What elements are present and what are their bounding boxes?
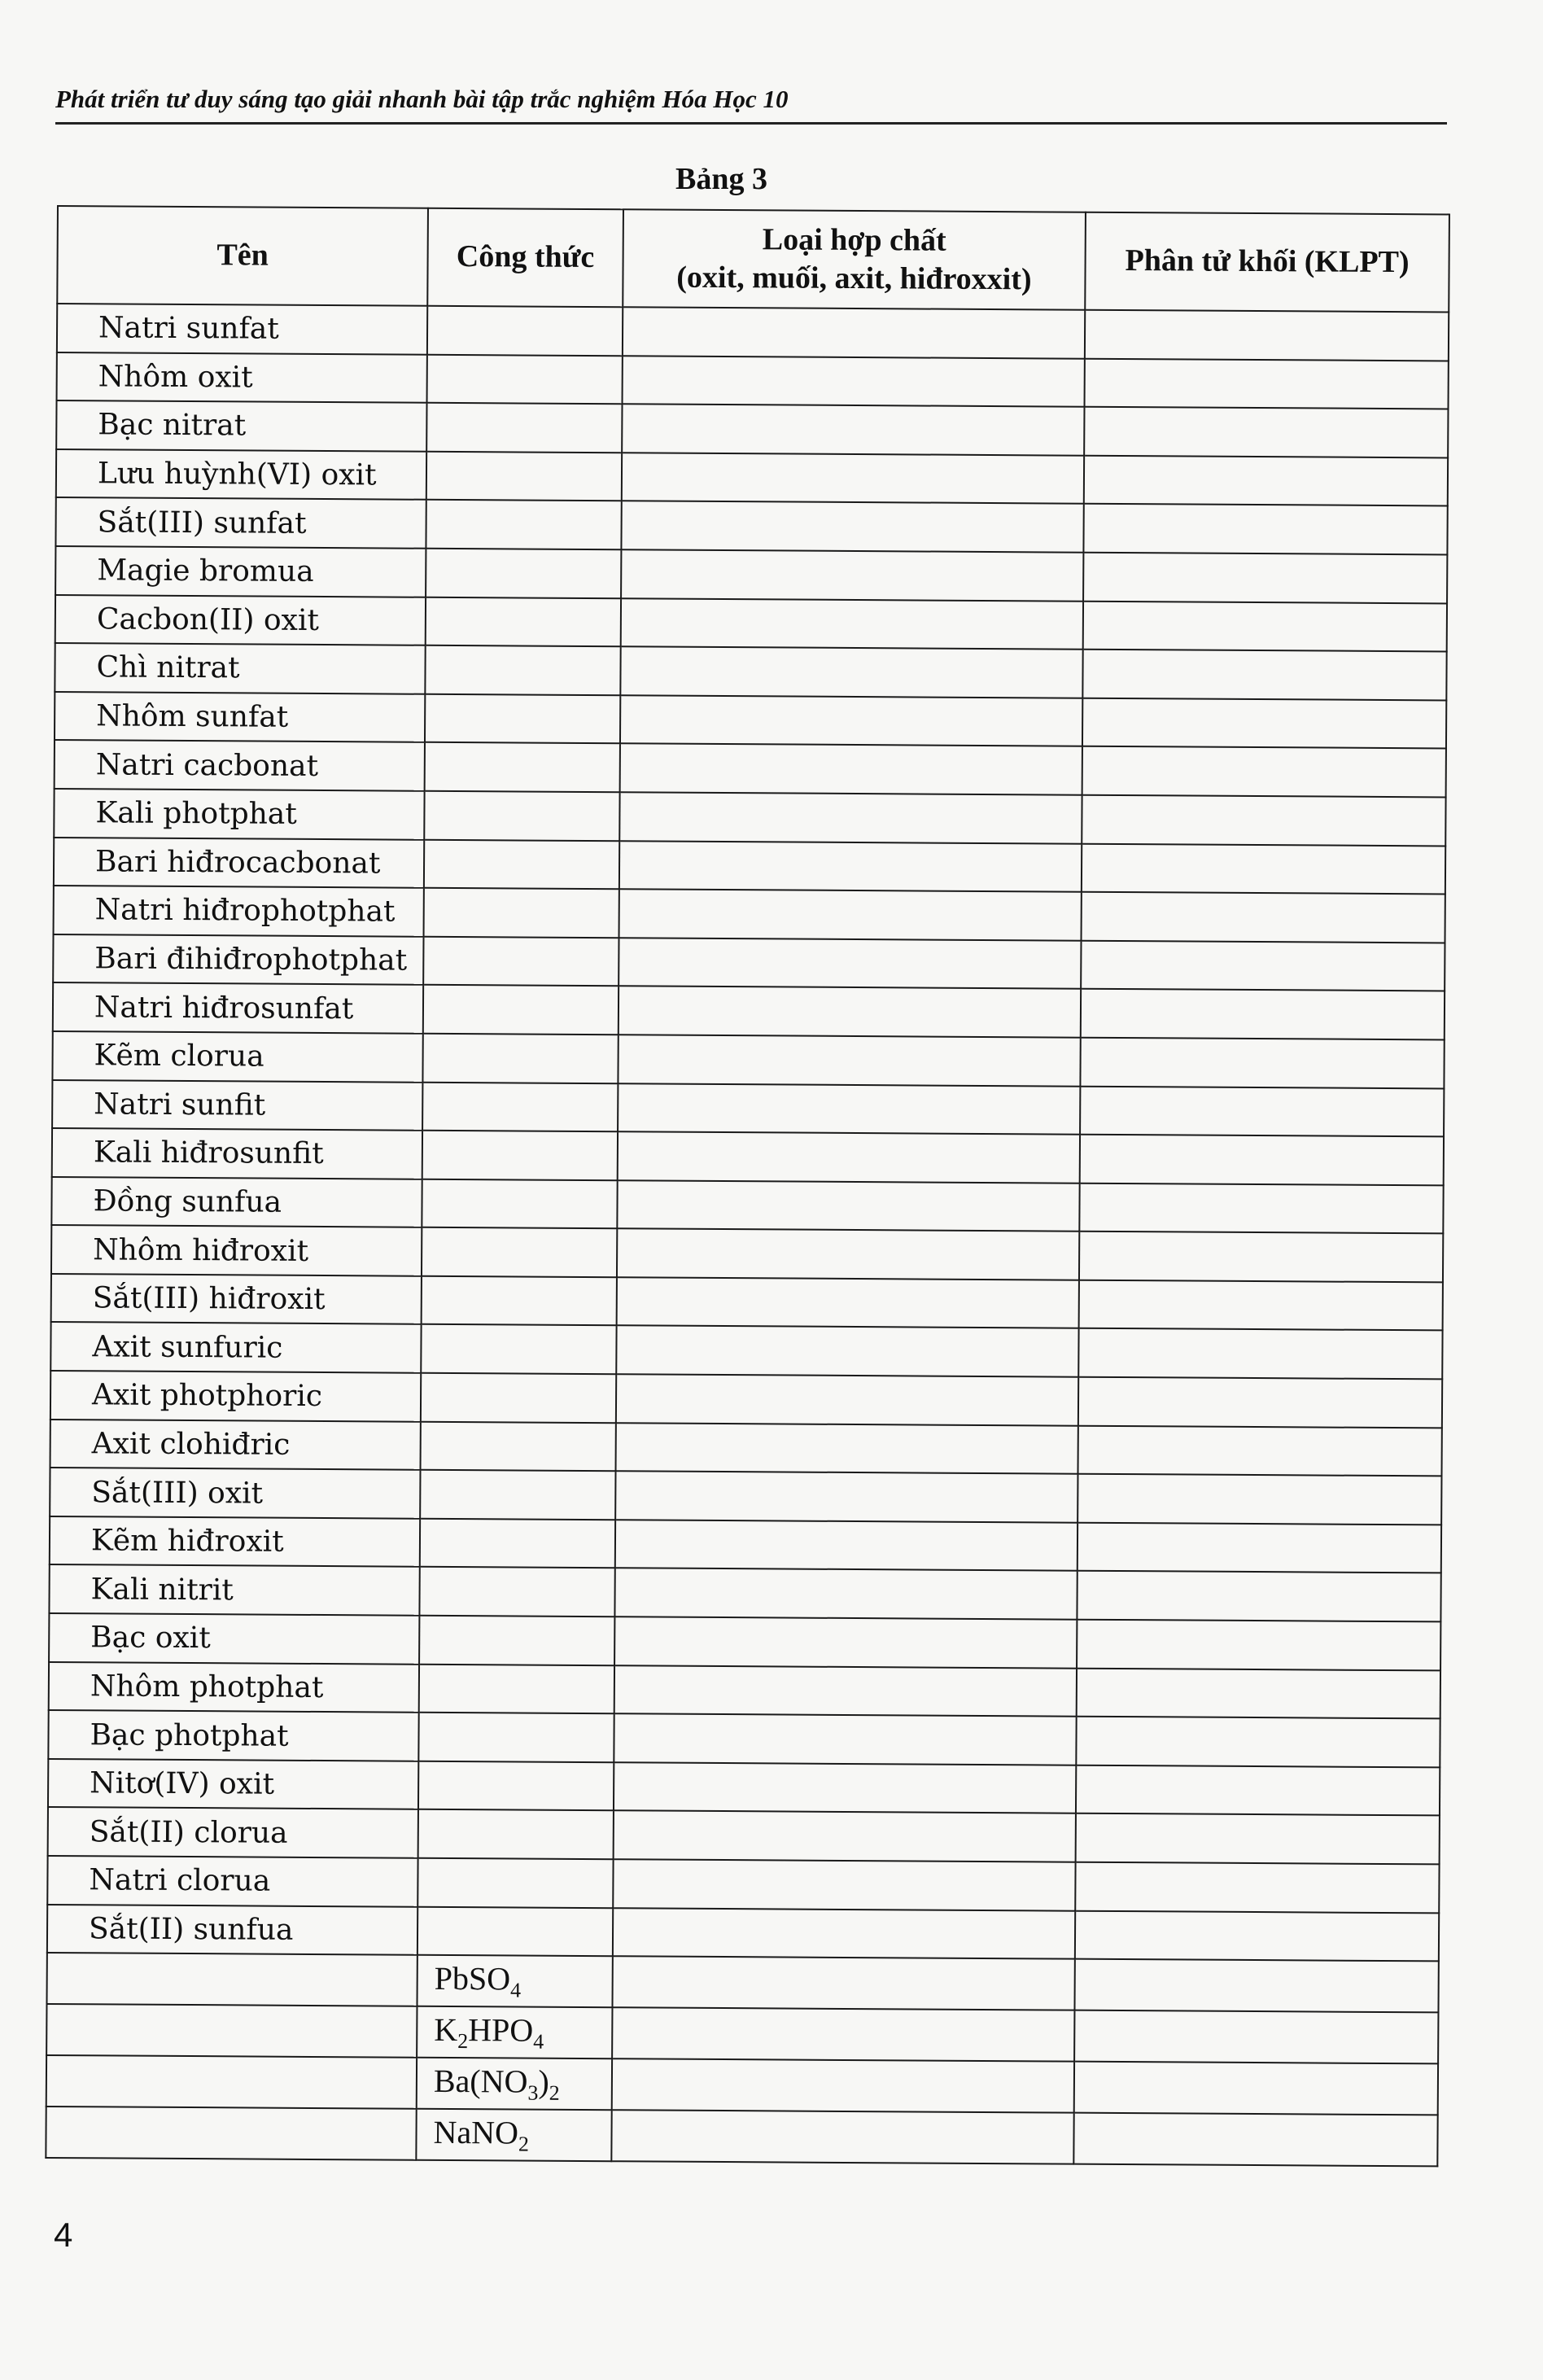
compound-type-cell[interactable]: [613, 1859, 1075, 1910]
formula-cell[interactable]: [418, 1761, 614, 1811]
formula-cell[interactable]: [422, 1227, 617, 1277]
compound-name-cell[interactable]: [46, 2055, 417, 2109]
table-row: [50, 1322, 1442, 1379]
formula-cell[interactable]: [426, 403, 622, 453]
compound-name-cell: Đồng sunfua: [51, 1177, 422, 1227]
compound-name-cell: Natri hiđrosunfat: [53, 982, 423, 1033]
running-header: Phát triển tư duy sáng tạo giải nhanh bài tập trắc nghiệm Hóa Học 10: [55, 85, 789, 113]
table-row: [50, 1420, 1442, 1477]
molecular-mass-cell[interactable]: [1077, 1620, 1440, 1670]
compound-type-cell[interactable]: [620, 646, 1082, 698]
table-row: [51, 1225, 1443, 1282]
compound-type-cell[interactable]: [621, 598, 1083, 650]
compound-type-cell[interactable]: [620, 744, 1082, 795]
compound-name-cell: Nhôm photphat: [49, 1662, 419, 1713]
molecular-mass-cell[interactable]: [1082, 795, 1445, 846]
compound-type-cell[interactable]: [614, 1665, 1077, 1717]
compound-type-cell[interactable]: [612, 1956, 1074, 2010]
table-row: [47, 1856, 1439, 1913]
formula-cell[interactable]: [424, 839, 619, 889]
formula-cell[interactable]: [425, 742, 620, 792]
table-row: [52, 1031, 1444, 1088]
compound-name-cell: Natri cacbonat: [55, 740, 425, 790]
compound-name-cell: Natri sunfat: [57, 304, 427, 354]
compound-type-cell[interactable]: [616, 1326, 1078, 1377]
compound-type-cell[interactable]: [615, 1520, 1077, 1571]
formula-subscript: 4: [533, 2029, 544, 2054]
formula-cell[interactable]: [422, 1276, 617, 1326]
table-row: [50, 1371, 1442, 1428]
molecular-mass-cell[interactable]: [1083, 601, 1447, 651]
molecular-mass-cell[interactable]: [1076, 1813, 1440, 1864]
formula-cell[interactable]: [417, 1906, 613, 1956]
page-number: 4: [54, 2216, 73, 2254]
molecular-mass-cell[interactable]: [1076, 1717, 1440, 1767]
compound-name-cell: Nhôm hiđroxit: [51, 1225, 422, 1275]
table-row: [55, 595, 1447, 652]
molecular-mass-cell[interactable]: [1085, 358, 1449, 409]
molecular-mass-cell[interactable]: [1080, 1038, 1444, 1088]
molecular-mass-cell[interactable]: [1074, 2062, 1438, 2115]
formula-cell[interactable]: [422, 1034, 618, 1083]
compound-name-cell: Sắt(III) oxit: [50, 1468, 420, 1518]
formula-cell[interactable]: [423, 936, 619, 986]
compound-name-cell[interactable]: [46, 2107, 416, 2160]
molecular-mass-cell[interactable]: [1077, 1571, 1440, 1621]
molecular-mass-cell[interactable]: [1084, 407, 1448, 457]
molecular-mass-cell[interactable]: [1078, 1377, 1442, 1428]
molecular-mass-cell[interactable]: [1076, 1765, 1440, 1815]
compound-name-cell: Kẽm hiđroxit: [50, 1516, 420, 1567]
formula-subscript: 2: [549, 2080, 560, 2106]
molecular-mass-cell[interactable]: [1082, 843, 1445, 894]
table-row: [55, 643, 1446, 700]
molecular-mass-cell[interactable]: [1085, 310, 1449, 361]
molecular-mass-cell[interactable]: [1079, 1232, 1443, 1282]
column-header-molecular-mass: Phân tử khối (KLPT): [1085, 212, 1449, 313]
molecular-mass-cell[interactable]: [1082, 650, 1446, 700]
table-row: [55, 546, 1447, 603]
molecular-mass-cell[interactable]: [1082, 746, 1446, 797]
formula-cell[interactable]: [419, 1664, 614, 1713]
table-header-row: [57, 206, 1449, 312]
table-row: [51, 1274, 1443, 1331]
table-row: [50, 1516, 1441, 1573]
column-header-compound-type-line2: (oxit, muối, axit, hiđroxxit): [676, 260, 1032, 297]
formula-cell[interactable]: [424, 791, 619, 841]
compound-name-cell: Axit photphoric: [50, 1371, 421, 1421]
compound-type-cell[interactable]: [616, 1423, 1078, 1474]
molecular-mass-cell[interactable]: [1078, 1328, 1442, 1379]
compound-type-cell[interactable]: [613, 1908, 1075, 1959]
formula-cell[interactable]: [422, 1082, 618, 1131]
formula-cell[interactable]: [419, 1616, 614, 1665]
formula-cell: [417, 2006, 612, 2058]
formula-cell[interactable]: [425, 645, 620, 695]
table-row: [50, 1468, 1441, 1525]
compound-name-cell[interactable]: [46, 2004, 417, 2058]
formula-cell[interactable]: [418, 1713, 614, 1762]
compound-name-cell[interactable]: [46, 1953, 417, 2006]
molecular-mass-cell[interactable]: [1074, 1959, 1438, 2013]
table-row: [57, 304, 1449, 361]
molecular-mass-cell[interactable]: [1079, 1280, 1443, 1331]
compound-type-cell[interactable]: [614, 1617, 1077, 1668]
molecular-mass-cell[interactable]: [1077, 1668, 1440, 1718]
molecular-mass-cell[interactable]: [1081, 989, 1445, 1039]
formula-text: PbSO: [434, 1960, 511, 1997]
compound-name-cell: Bari hiđrocacbonat: [54, 838, 424, 888]
compound-name-cell: Bạc photphat: [48, 1710, 418, 1761]
compound-type-cell[interactable]: [617, 1229, 1079, 1280]
table-row: [51, 1177, 1443, 1234]
formula-cell[interactable]: [419, 1567, 614, 1617]
table-title: Bảng 3: [675, 162, 767, 196]
molecular-mass-cell[interactable]: [1082, 892, 1445, 943]
column-header-compound-type: [623, 209, 1086, 309]
compound-name-cell: Nitơ(IV) oxit: [48, 1759, 418, 1809]
formula-cell[interactable]: [422, 1179, 617, 1228]
formula-text: K: [434, 2011, 458, 2049]
compound-name-cell: Cacbon(II) oxit: [55, 595, 426, 645]
compound-type-cell[interactable]: [619, 792, 1082, 843]
molecular-mass-cell[interactable]: [1075, 1910, 1439, 1961]
formula-cell[interactable]: [425, 694, 620, 744]
table-row: [46, 2004, 1438, 2063]
molecular-mass-cell[interactable]: [1083, 504, 1447, 554]
compound-name-cell: Sắt(II) sunfua: [47, 1905, 417, 1955]
compound-name-cell: Chì nitrat: [55, 643, 425, 693]
molecular-mass-cell[interactable]: [1077, 1523, 1441, 1573]
molecular-mass-cell[interactable]: [1078, 1425, 1442, 1476]
compound-type-cell[interactable]: [618, 1083, 1080, 1135]
table-row: [55, 740, 1446, 797]
table-body: [46, 304, 1449, 2167]
formula-cell[interactable]: [426, 597, 621, 646]
compound-name-cell: Bạc nitrat: [56, 400, 426, 451]
molecular-mass-cell[interactable]: [1079, 1183, 1443, 1233]
compound-name-cell: Axit clohiđric: [50, 1420, 421, 1470]
compound-type-cell[interactable]: [623, 307, 1085, 358]
compound-name-cell: Nhôm oxit: [57, 352, 427, 403]
compound-type-cell[interactable]: [612, 2058, 1074, 2112]
formula-subscript: 4: [509, 1978, 522, 2002]
molecular-mass-cell[interactable]: [1083, 553, 1447, 603]
formula-cell[interactable]: [427, 306, 623, 356]
compound-type-cell[interactable]: [616, 1374, 1078, 1425]
table-row: [46, 2107, 1437, 2166]
compound-type-cell[interactable]: [611, 2110, 1073, 2163]
compound-type-cell[interactable]: [622, 404, 1084, 455]
formula-cell[interactable]: [420, 1519, 615, 1568]
table-row: [55, 497, 1447, 554]
formula-cell[interactable]: [421, 1373, 616, 1423]
compound-type-cell[interactable]: [618, 1131, 1080, 1183]
compound-type-cell[interactable]: [622, 453, 1084, 504]
compound-table: [45, 205, 1450, 2168]
table-row: [54, 789, 1445, 846]
compound-name-cell: Sắt(III) sunfat: [55, 497, 426, 548]
table-row: [57, 352, 1449, 409]
table-row: [48, 1807, 1440, 1864]
formula-subscript: 2: [518, 2132, 529, 2156]
compound-type-cell[interactable]: [615, 1471, 1077, 1522]
compound-name-cell: Sắt(III) hiđroxit: [51, 1274, 422, 1324]
table-row: [49, 1662, 1440, 1719]
formula-cell[interactable]: [417, 1858, 613, 1908]
molecular-mass-cell[interactable]: [1073, 2113, 1437, 2167]
formula-cell[interactable]: [421, 1324, 616, 1374]
compound-name-cell: Kali hiđrosunfit: [52, 1128, 422, 1179]
table-row: [47, 1905, 1439, 1962]
formula-cell: [417, 2058, 612, 2110]
compound-type-cell[interactable]: [619, 841, 1082, 892]
table-row: [46, 2055, 1438, 2115]
table-row: [52, 1128, 1444, 1185]
compound-name-cell: Magie bromua: [55, 546, 426, 597]
compound-type-cell[interactable]: [619, 987, 1081, 1038]
compound-name-cell: Sắt(II) clorua: [48, 1807, 418, 1857]
formula-cell: [417, 1955, 612, 2007]
molecular-mass-cell[interactable]: [1077, 1474, 1441, 1525]
formula-cell: [416, 2109, 611, 2161]
molecular-mass-cell[interactable]: [1075, 1862, 1439, 1913]
formula-subscript: 3: [527, 2080, 539, 2105]
formula-cell[interactable]: [426, 549, 621, 598]
column-header-name: Tên: [57, 206, 428, 306]
formula-cell[interactable]: [421, 1421, 616, 1471]
molecular-mass-cell[interactable]: [1080, 1086, 1444, 1136]
formula-text: HPO: [468, 2011, 534, 2049]
molecular-mass-cell[interactable]: [1084, 455, 1448, 505]
compound-type-cell[interactable]: [621, 501, 1083, 553]
compound-type-cell[interactable]: [619, 889, 1082, 940]
table-row: [49, 1564, 1440, 1621]
formula-text: ): [538, 2063, 549, 2100]
compound-type-cell[interactable]: [614, 1811, 1076, 1862]
compound-name-cell: Kali photphat: [54, 789, 424, 839]
table-row: [55, 692, 1446, 749]
formula-cell[interactable]: [427, 354, 623, 404]
formula-text: Ba(NO: [433, 2063, 528, 2100]
compound-name-cell: Kali nitrit: [49, 1564, 419, 1615]
formula-subscript: 2: [457, 2029, 469, 2054]
compound-type-cell[interactable]: [621, 549, 1083, 601]
table-row: [53, 982, 1445, 1039]
formula-cell[interactable]: [422, 1131, 618, 1180]
molecular-mass-cell[interactable]: [1074, 2010, 1438, 2064]
compound-type-cell[interactable]: [620, 695, 1082, 746]
compound-type-cell[interactable]: [623, 356, 1085, 407]
table-row: [48, 1710, 1440, 1767]
molecular-mass-cell[interactable]: [1080, 1135, 1444, 1185]
table-row: [56, 449, 1448, 506]
compound-name-cell: Axit sunfuric: [50, 1322, 421, 1372]
table-row: [49, 1613, 1440, 1670]
table-row: [56, 400, 1448, 457]
formula-cell[interactable]: [423, 985, 619, 1035]
table-row: [48, 1759, 1440, 1816]
compound-name-cell: Lưu huỳnh(VI) oxit: [56, 449, 426, 500]
compound-type-cell[interactable]: [612, 2007, 1074, 2061]
table-row: [54, 838, 1445, 895]
header-rule: [55, 122, 1447, 125]
compound-type-cell[interactable]: [614, 1713, 1076, 1765]
compound-name-cell: Nhôm sunfat: [55, 692, 425, 742]
compound-name-cell: Natri sunfit: [52, 1079, 422, 1130]
compound-type-cell[interactable]: [619, 938, 1081, 989]
column-header-compound-type-line1: Loại hợp chất: [762, 221, 946, 258]
compound-name-cell: Kẽm clorua: [52, 1031, 422, 1082]
compound-name-cell: Natri hiđrophotphat: [54, 886, 424, 936]
compound-type-cell[interactable]: [618, 1035, 1080, 1086]
compound-name-cell: Natri clorua: [47, 1856, 417, 1906]
column-header-formula: Công thức: [427, 208, 623, 307]
table-row: [54, 886, 1445, 943]
formula-text: NaNO: [433, 2114, 519, 2151]
compound-type-cell[interactable]: [617, 1180, 1079, 1232]
table-row: [46, 1953, 1438, 2012]
compound-name-cell: Bạc oxit: [49, 1613, 419, 1664]
table-row: [53, 934, 1445, 991]
formula-cell[interactable]: [418, 1809, 614, 1859]
formula-cell[interactable]: [426, 452, 622, 501]
molecular-mass-cell[interactable]: [1082, 698, 1446, 748]
compound-type-cell[interactable]: [614, 1762, 1076, 1813]
formula-cell[interactable]: [424, 888, 619, 938]
molecular-mass-cell[interactable]: [1081, 940, 1445, 991]
compound-name-cell: Bari đihiđrophotphat: [53, 934, 423, 985]
table-row: [52, 1079, 1444, 1136]
compound-type-cell[interactable]: [614, 1568, 1077, 1620]
compound-type-cell[interactable]: [617, 1277, 1079, 1328]
formula-cell[interactable]: [420, 1470, 615, 1520]
formula-cell[interactable]: [426, 500, 621, 549]
